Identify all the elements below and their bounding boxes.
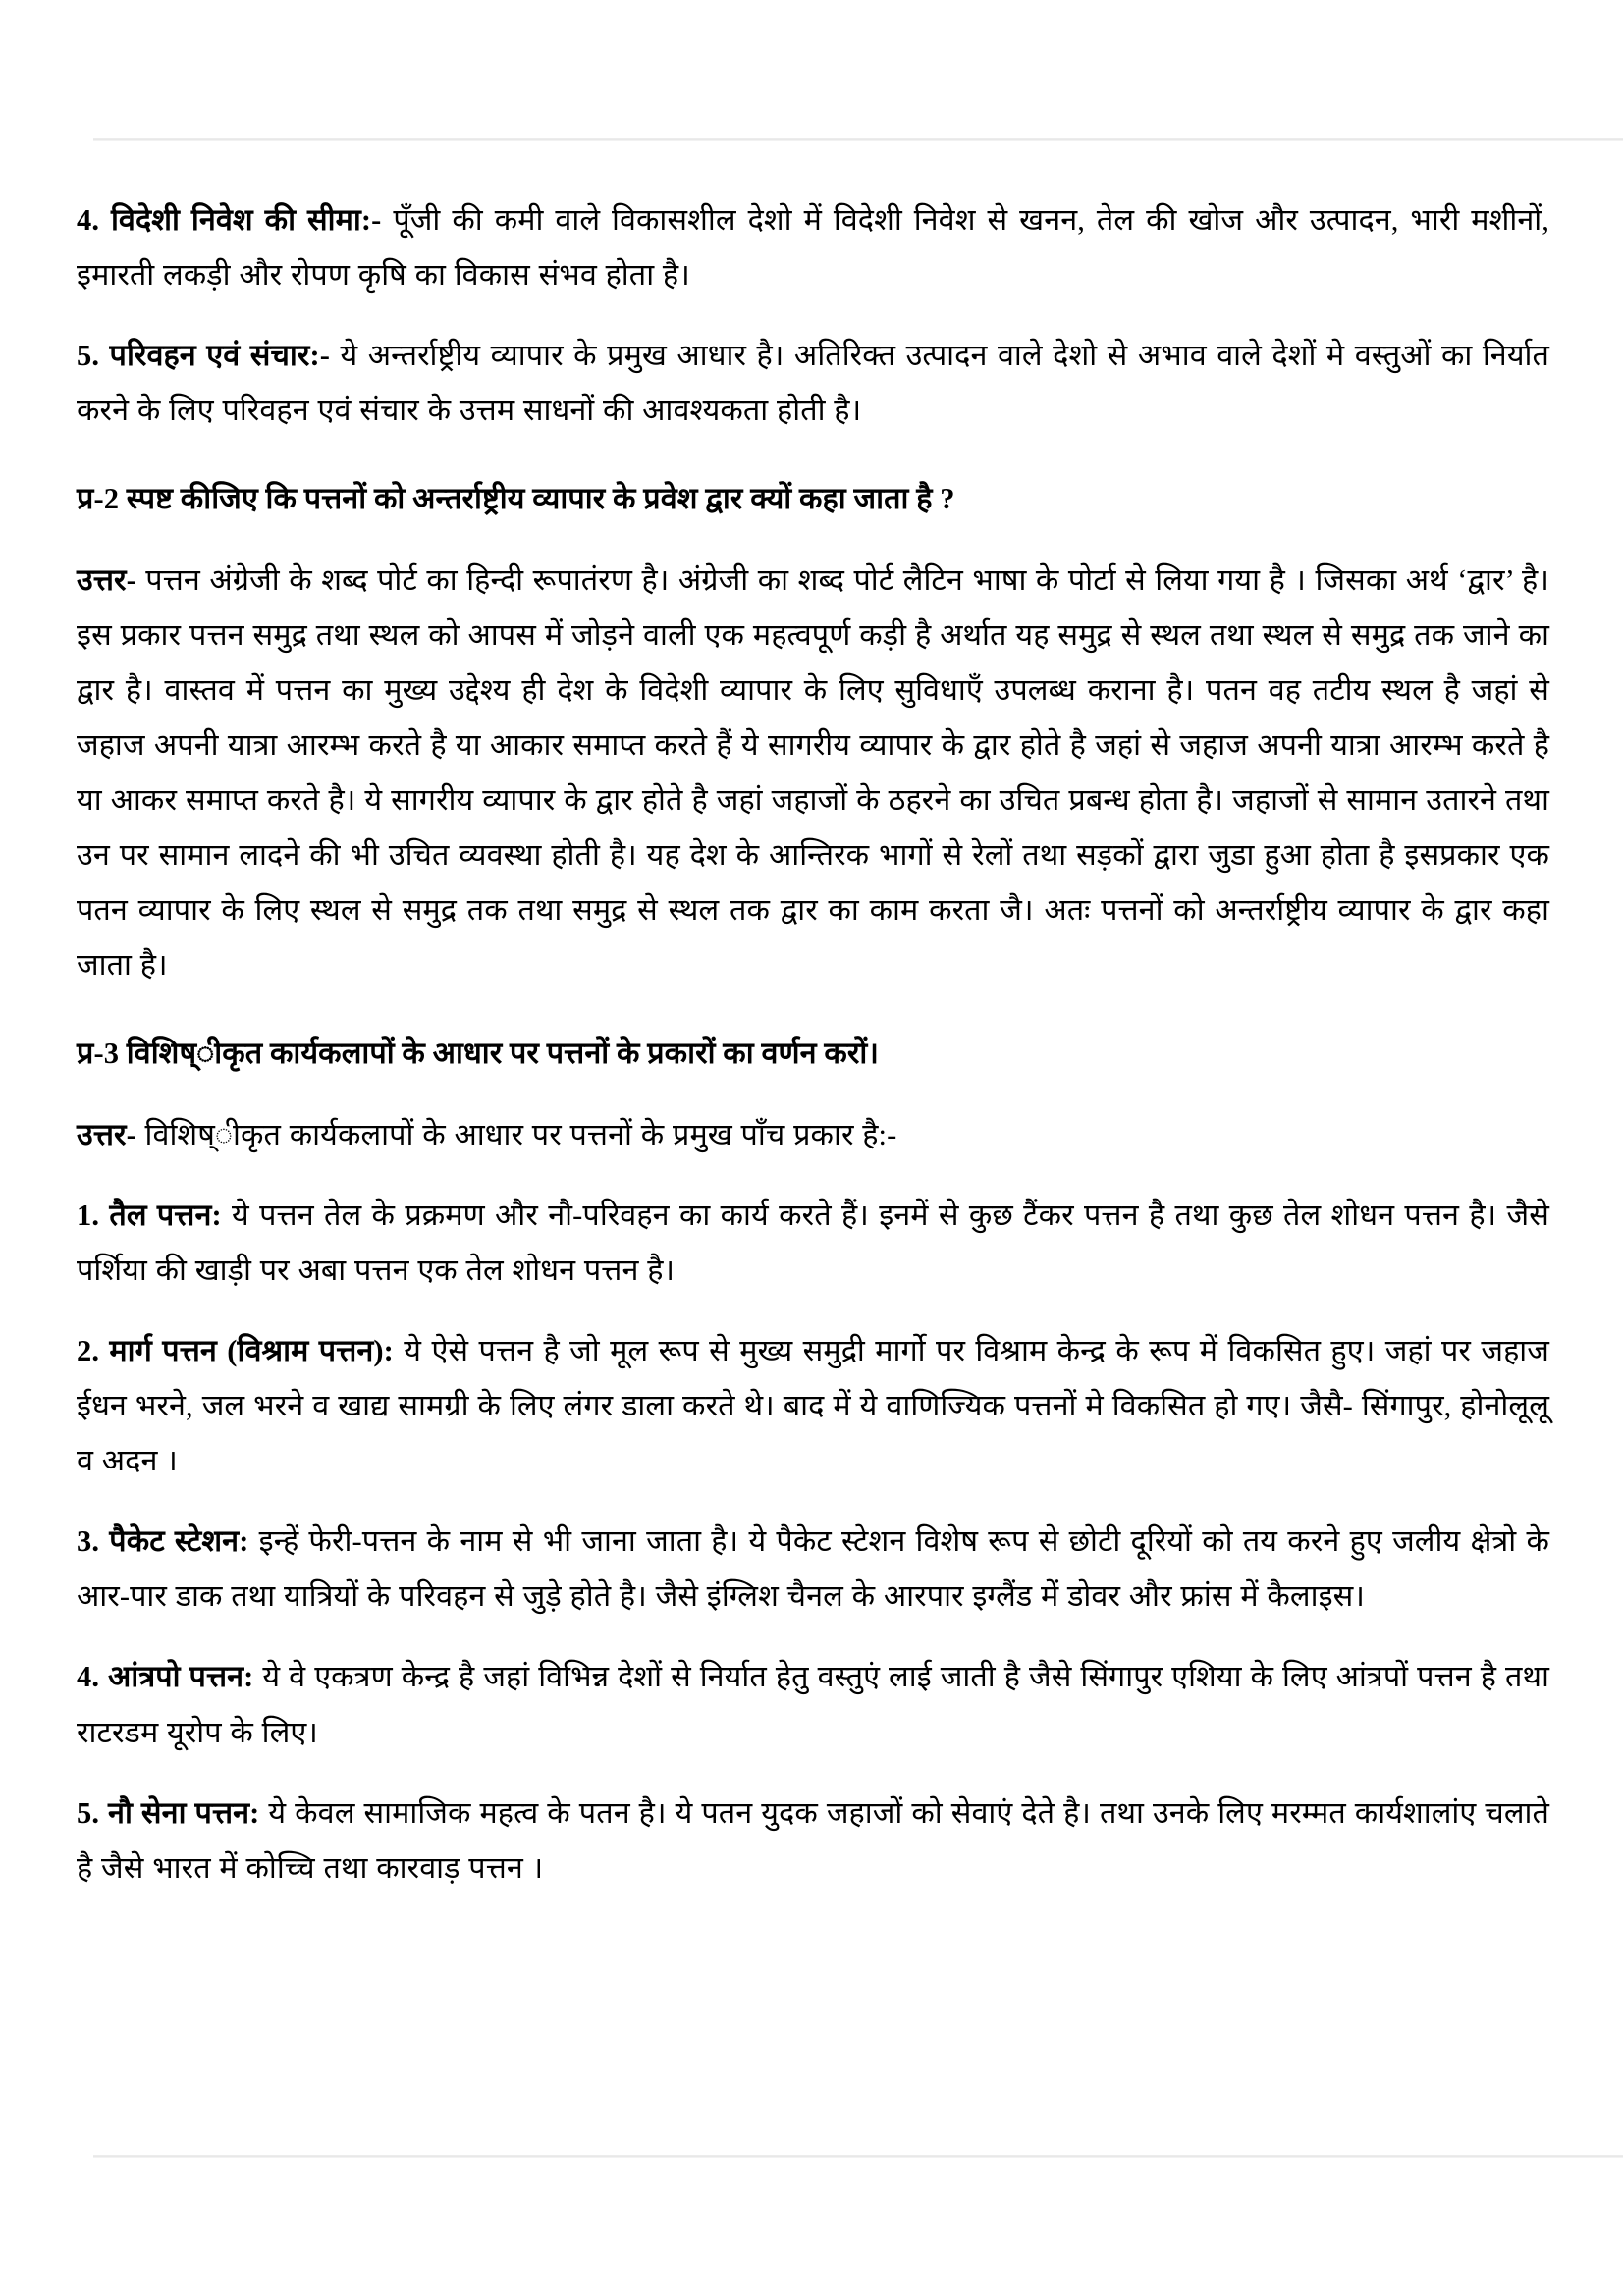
- paragraph-port-type-2: [77, 1323, 1549, 1488]
- label-port-type-4: 4. आंत्रपो पत्तन:: [77, 1660, 254, 1694]
- text-port-type-4: ये वे एकत्रण केन्द्र है जहां विभिन्न देशों से निर्यात हेतु वस्तुएं लाई जाती है जैसे सिंगापुर एशिया के लिए आंत्रपों पत्तन है तथा राटरडम यूरोप के लिए।: [77, 1660, 1549, 1749]
- page-top-divider: [93, 138, 1623, 141]
- paragraph-port-type-5: [77, 1786, 1549, 1896]
- paragraph-answer-3: [77, 1107, 1549, 1162]
- paragraph-point-4: [77, 192, 1549, 302]
- paragraph-port-type-4: [77, 1649, 1549, 1759]
- label-answer-2: उत्तर-: [77, 562, 136, 597]
- text-port-type-3: इन्हें फेरी-पत्तन के नाम से भी जाना जाता है। ये पैकेट स्टेशन विशेष रूप से छोटी दूरियों को तय करने हुए जलीय क्षेत्रो के आर-पार डाक तथा यात्रियों के परिवहन से जुड़े होते है। जैसे इंग्लिश चैनल के आरपार इग्लैंड में डोवर और फ्रांस में कैलाइस।: [77, 1524, 1549, 1614]
- text-port-type-1: ये पत्तन तेल के प्रक्रमण और नौ-परिवहन का कार्य करते हैं। इनमें से कुछ टैंकर पत्तन है तथा कुछ तेल शोधन पत्तन है। जैसे पर्शिया की खाड़ी पर अबा पत्तन एक तेल शोधन पत्तन है।: [77, 1198, 1549, 1287]
- label-port-type-5: 5. नौ सेना पत्तन:: [77, 1795, 260, 1830]
- label-answer-3: उत्तर-: [77, 1117, 136, 1151]
- label-point-4: 4. विदेशी निवेश की सीमा:-: [77, 203, 382, 237]
- heading-question-3: प्र-3 विशिष्ीकृत कार्यकलापों के आधार पर पत्तनों के प्रकारों का वर्णन करों।: [77, 1037, 880, 1071]
- paragraph-answer-2: [77, 553, 1549, 993]
- text-answer-3: विशिष्ीकृत कार्यकलापों के आधार पर पत्तनों के प्रमुख पाँच प्रकार है:-: [135, 1117, 897, 1151]
- label-port-type-2: 2. मार्ग पत्तन (विश्राम पत्तन):: [77, 1333, 394, 1367]
- text-port-type-5: ये केवल सामाजिक महत्व के पतन है। ये पतन युदक जहाजों को सेवाएं देते है। तथा उनके लिए मरम्मत कार्यशालांए चलाते है जैसे भारत में कोच्चि तथा कारवाड़ पत्तन ।: [77, 1795, 1549, 1885]
- label-point-5: 5. परिवहन एवं संचार:-: [77, 339, 330, 373]
- text-port-type-2: ये ऐसे पत्तन है जो मूल रूप से मुख्य समुद्री मार्गो पर विश्राम केन्द्र के रूप में विकसित हुए। जहां पर जहाज ईधन भरने, जल भरने व खाद्य सामग्री के लिए लंगर डाला करते थे। बाद में ये वाणिज्यिक पत्तनों मे विकसित हो गए। जैसै- सिंगापुर, होनोलूलू व अदन ।: [77, 1333, 1550, 1478]
- text-answer-2: पत्तन अंग्रेजी के शब्द पोर्ट का हिन्दी रूपातंरण है। अंग्रेजी का शब्द पोर्ट लैटिन भाषा के पोर्टा से लिया गया है । जिसका अर्थ ‘द्वार’ है। इस प्रकार पत्तन समुद्र तथा स्थल को आपस में जोड़ने वाली एक महत्वपूर्ण कड़ी है अर्थात यह समुद्र से स्थल तथा स्थल से समुद्र तक जाने का द्वार है। वास्तव में पत्तन का मुख्य उद्देश्य ही देश के विदेशी व्यापार के लिए सुविधाएँ उपलब्ध कराना है। पतन वह तटीय स्थल है जहां से जहाज अपनी यात्रा आरम्भ करते है या आकार समाप्त करते हैं ये सागरीय व्यापार के द्वार होते है जहां से जहाज अपनी यात्रा आरम्भ करते है या आकर समाप्त करते है। ये सागरीय व्यापार के द्वार होते है जहां जहाजों के ठहरने का उचित प्रबन्ध होता है। जहाजों से सामान उतारने तथा उन पर सामान लादने की भी उचित व्यवस्था होती है। यह देश के आन्तिरक भागों से रेलों तथा सड़कों द्वारा जुडा हुआ होता है इसप्रकार एक पतन व्यापार के लिए स्थल से समुद्र तक तथा समुद्र से स्थल तक द्वार का काम करता जै। अतः पत्तनों को अन्तर्राष्ट्रीय व्यापार के द्वार कहा जाता है।: [77, 562, 1549, 983]
- document-body: [77, 192, 1549, 1896]
- page-bottom-divider: [93, 2155, 1623, 2158]
- paragraph-port-type-1: [77, 1188, 1549, 1298]
- heading-question-2: प्र-2 स्पष्ट कीजिए कि पत्तनों को अन्तर्राष्ट्रीय व्यापार के प्रवेश द्वार क्यों कहा जाता है ?: [77, 482, 955, 516]
- paragraph-point-5: [77, 328, 1549, 438]
- label-port-type-3: 3. पैकेट स्टेशन:: [77, 1524, 249, 1559]
- text-point-4: पूँजी की कमी वाले विकासशील देशो में विदेशी निवेश से खनन, तेल की खोज और उत्पादन, भारी मशीनों, इमारती लकड़ी और रोपण कृषि का विकास संभव होता है।: [77, 203, 1550, 293]
- paragraph-port-type-3: [77, 1514, 1549, 1624]
- label-port-type-1: 1. तैल पत्तन:: [77, 1198, 222, 1232]
- text-point-5: ये अन्तर्राष्ट्रीय व्यापार के प्रमुख आधार है। अतिरिक्त उत्पादन वाले देशो से अभाव वाले देशों मे वस्तुओं का निर्यात करने के लिए परिवहन एवं संचार के उत्तम साधनों की आवश्यकता होती है।: [77, 339, 1549, 428]
